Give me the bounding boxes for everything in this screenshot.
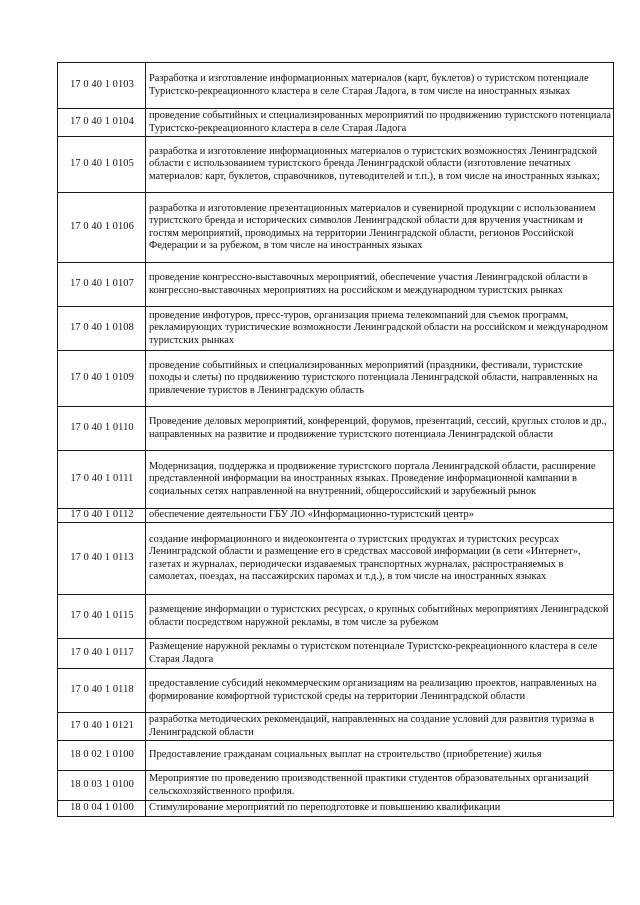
row-description: Размещение наружной рекламы о туристском потенциале Туристско-рекреационного кластера в селе Старая Ладога xyxy=(146,639,614,669)
row-description: Проведение деловых мероприятий, конференций, форумов, презентаций, сессий, круглых столов и др., направленных на развитие и продвижение туристского потенциала Ленинградской области xyxy=(146,407,614,451)
row-code: 17 0 40 1 0103 xyxy=(58,63,146,109)
row-description: проведение инфотуров, пресс-туров, организация приема телекомпаний для съемок программ, рекламирующих туристические возможности Ленинградской области на российском и международном туристских рынках xyxy=(146,307,614,351)
row-description: проведение событийных и специализированных мероприятий по продвижению туристского потенциала Туристско-рекреационного кластера в селе Старая Ладога xyxy=(146,109,614,137)
table-row xyxy=(58,193,614,263)
table-row xyxy=(58,109,614,137)
row-code: 17 0 40 1 0115 xyxy=(58,595,146,639)
row-code: 17 0 40 1 0104 xyxy=(58,109,146,137)
row-code: 17 0 40 1 0111 xyxy=(58,451,146,509)
table-row xyxy=(58,595,614,639)
table-row xyxy=(58,523,614,595)
row-description: Предоставление гражданам социальных выплат на строительство (приобретение) жилья xyxy=(146,741,614,771)
row-code: 17 0 40 1 0118 xyxy=(58,669,146,713)
table-row xyxy=(58,351,614,407)
row-code: 17 0 40 1 0109 xyxy=(58,351,146,407)
table-row xyxy=(58,137,614,193)
row-code: 17 0 40 1 0108 xyxy=(58,307,146,351)
budget-code-table xyxy=(57,62,614,817)
table-row xyxy=(58,741,614,771)
row-code: 17 0 40 1 0105 xyxy=(58,137,146,193)
row-code: 17 0 40 1 0112 xyxy=(58,509,146,523)
row-code: 17 0 40 1 0113 xyxy=(58,523,146,595)
table-row xyxy=(58,63,614,109)
row-code: 18 0 02 1 0100 xyxy=(58,741,146,771)
row-description: размещение информации о туристских ресурсах, о крупных событийных мероприятиях Ленинградской области посредством наружной рекламы, в том числе за рубежом xyxy=(146,595,614,639)
table-row xyxy=(58,451,614,509)
row-description: Разработка и изготовление информационных материалов (карт, буклетов) о туристском потенциале Туристско-рекреационного кластера в селе Старая Ладога, в том числе на иностранных языках xyxy=(146,63,614,109)
table-row xyxy=(58,713,614,741)
table-row xyxy=(58,407,614,451)
row-description: Стимулирование мероприятий по переподготовке и повышению квалификации xyxy=(146,801,614,817)
row-description: разработка и изготовление презентационных материалов и сувенирной продукции с использованием туристского бренда и исторических символов Ленинградской области для вручения участникам и гостям мероприятий, проводимых на территории Ленинградской области, регионов Российской Федерации и за рубежом, в том числе на иностранных языках xyxy=(146,193,614,263)
row-code: 17 0 40 1 0107 xyxy=(58,263,146,307)
row-description: обеспечение деятельности ГБУ ЛО «Информационно-туристский центр» xyxy=(146,509,614,523)
row-code: 18 0 04 1 0100 xyxy=(58,801,146,817)
row-code: 17 0 40 1 0117 xyxy=(58,639,146,669)
table-row xyxy=(58,801,614,817)
row-description: создание информационного и видеоконтента о туристских продуктах и туристских ресурсах Ленинградской области и размещение его в средствах массовой информации (в сети «Интернет», газетах и журналах, периодически издаваемых транспортных журналах, распространяемых в самолетах, поездах, на пассажирских паромах и т.д.), в том числе на иностранных языках xyxy=(146,523,614,595)
table-row xyxy=(58,669,614,713)
row-description: разработка и изготовление информационных материалов о туристских возможностях Ленинградской области с использованием туристского бренда Ленинградской области (изготовление печатных материалов: карт, буклетов, справочников, путеводителей и т.п.), в том числе на иностранных языках; xyxy=(146,137,614,193)
row-code: 17 0 40 1 0106 xyxy=(58,193,146,263)
table-row xyxy=(58,639,614,669)
row-description: Мероприятие по проведению производственной практики студентов образовательных организаций сельскохозяйственного профиля. xyxy=(146,771,614,801)
table-row xyxy=(58,263,614,307)
table-body xyxy=(58,63,614,817)
row-code: 18 0 03 1 0100 xyxy=(58,771,146,801)
row-description: Модернизация, поддержка и продвижение туристского портала Ленинградской области, расширение представленной информации на иностранных языках. Проведение информационной кампании в социальных сетях направленной на внутренний, общероссийский и зарубежный рынок xyxy=(146,451,614,509)
row-description: предоставление субсидий некоммерческим организациям на реализацию проектов, направленных на формирование комфортной туристской среды на территории Ленинградской области xyxy=(146,669,614,713)
row-code: 17 0 40 1 0110 xyxy=(58,407,146,451)
table-row xyxy=(58,307,614,351)
row-description: разработка методических рекомендаций, направленных на создание условий для развития туризма в Ленинградской области xyxy=(146,713,614,741)
table-row xyxy=(58,771,614,801)
row-description: проведение событийных и специализированных мероприятий (праздники, фестивали, туристские походы и слеты) по продвижению туристского потенциала Ленинградской области, направленных на привлечение туристов в Ленинградскую область xyxy=(146,351,614,407)
table-row xyxy=(58,509,614,523)
row-code: 17 0 40 1 0121 xyxy=(58,713,146,741)
row-description: проведение конгрессно-выставочных мероприятий, обеспечение участия Ленинградской области в конгрессно-выставочных мероприятиях на российском и международном туристских рынках xyxy=(146,263,614,307)
